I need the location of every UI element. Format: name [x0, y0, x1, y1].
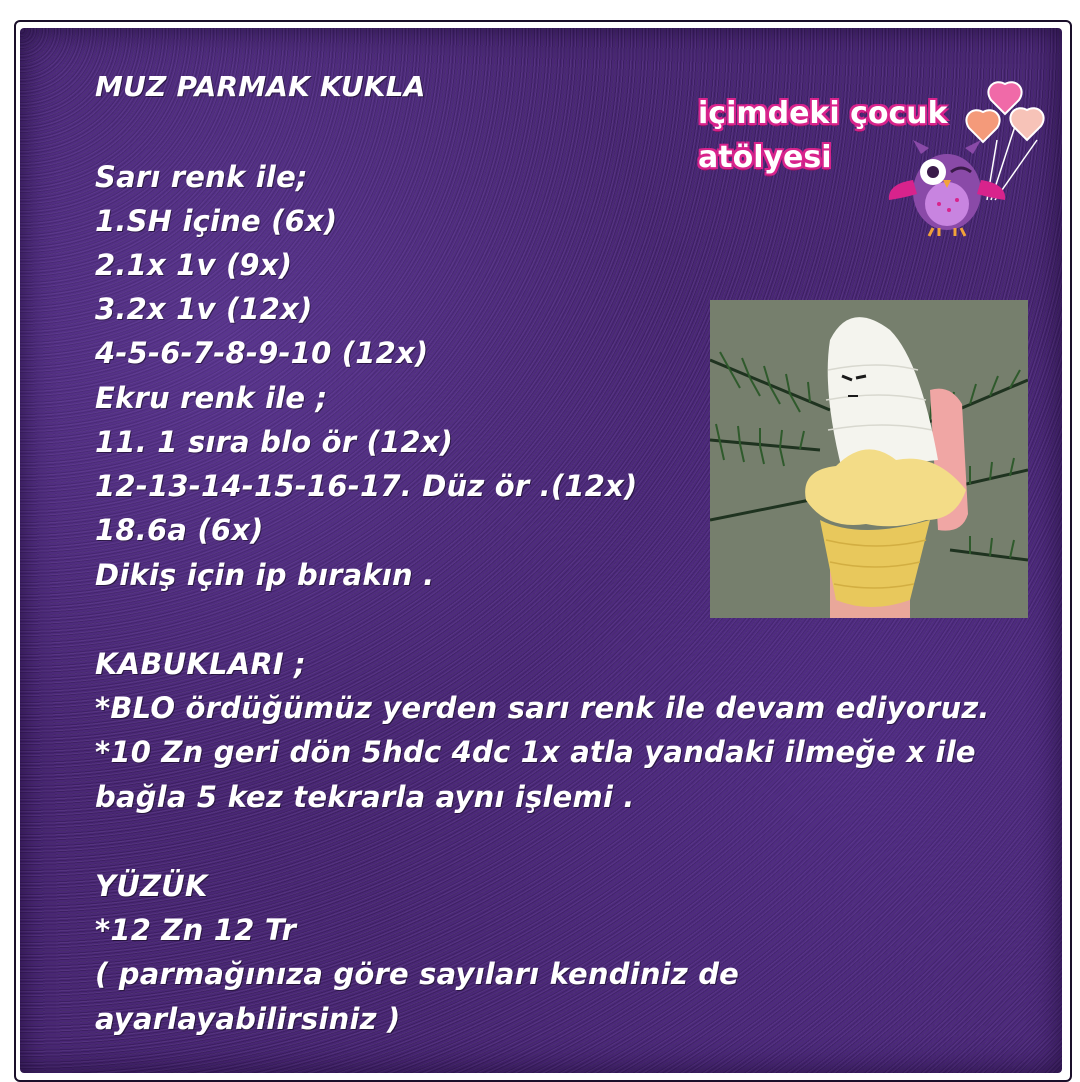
banana-puppet-illustration — [710, 300, 1028, 618]
brand-logo — [695, 80, 1055, 240]
peels-line-3: bağla 5 kez tekrarla aynı işlemi . — [95, 780, 635, 814]
yellow-section-intro: Sarı renk ile; — [95, 160, 308, 194]
ring-heading: YÜZÜK — [95, 869, 208, 903]
instruction-row-18: 18.6a (6x) — [95, 513, 264, 547]
peels-line-1: *BLO ördüğümüz yerden sarı renk ile devam ediyoruz. — [95, 691, 990, 725]
ecru-section-intro: Ekru renk ile ; — [95, 381, 328, 415]
instruction-row-3: 3.2x 1v (12x) — [95, 292, 313, 326]
ring-line-1: *12 Zn 12 Tr — [95, 913, 297, 947]
ring-line-2: ( parmağınıza göre sayıları kendiniz de — [95, 957, 740, 991]
pattern-title: MUZ PARMAK KUKLA — [95, 70, 426, 103]
finish-instruction: Dikiş için ip bırakın . — [95, 558, 435, 592]
crochet-banana-finger-puppet-photo — [710, 300, 1028, 618]
instruction-row-1: 1.SH içine (6x) — [95, 204, 338, 238]
owl-mascot-icon — [887, 80, 1055, 240]
logo-text-line-2: atölyesi — [698, 140, 832, 175]
peels-line-2: *10 Zn geri dön 5hdc 4dc 1x atla yandaki ilmeğe x ile — [95, 735, 976, 769]
ring-line-3: ayarlayabilirsiniz ) — [95, 1002, 401, 1036]
logo-text-line-1: içimdeki çocuk — [698, 96, 948, 131]
instruction-row-2: 2.1x 1v (9x) — [95, 248, 293, 282]
instruction-row-11: 11. 1 sıra blo ör (12x) — [95, 425, 454, 459]
instruction-row-4-10: 4-5-6-7-8-9-10 (12x) — [95, 336, 429, 370]
peels-heading: KABUKLARI ; — [95, 647, 306, 681]
instruction-row-12-17: 12-13-14-15-16-17. Düz ör .(12x) — [95, 469, 638, 503]
